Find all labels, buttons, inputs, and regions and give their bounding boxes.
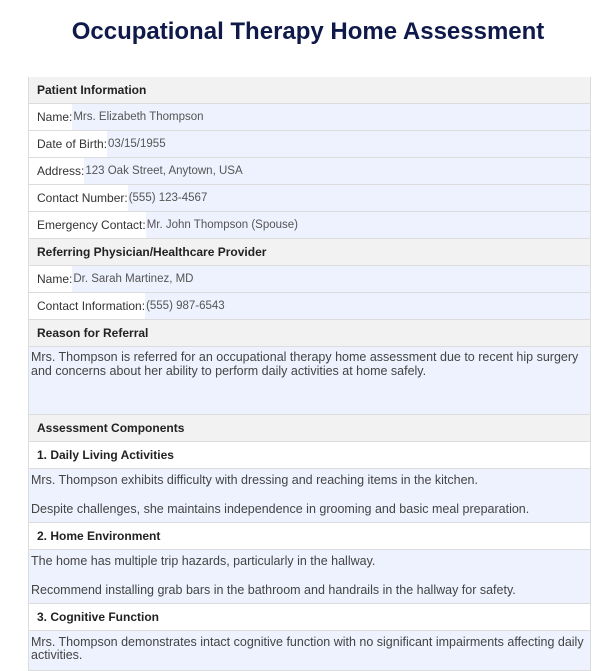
physician-name-field[interactable]: Dr. Sarah Martinez, MD: [72, 266, 590, 292]
assessment-form: [28, 77, 591, 671]
component-header-home-environment: 2. Home Environment: [29, 523, 590, 550]
paragraph: Mrs. Thompson exhibits difficulty with dressing and reaching items in the kitchen.: [31, 473, 478, 487]
paragraph: Recommend installing grab bars in the bathroom and handrails in the hallway for safety.: [31, 583, 516, 597]
field-label: Name:: [29, 266, 72, 292]
component-header-daily-living: 1. Daily Living Activities: [29, 442, 590, 469]
daily-living-textarea[interactable]: [29, 469, 590, 523]
home-environment-textarea[interactable]: [29, 550, 590, 604]
cognitive-function-textarea[interactable]: [29, 631, 590, 671]
field-row-physician-name: [29, 266, 590, 293]
field-label: Name:: [29, 104, 72, 130]
paragraph: Despite challenges, she maintains independence in grooming and basic meal preparation.: [31, 502, 530, 516]
contact-number-field[interactable]: (555) 123-4567: [128, 185, 590, 211]
emergency-contact-field[interactable]: Mr. John Thompson (Spouse): [146, 212, 590, 238]
page-title: Occupational Therapy Home Assessment: [71, 18, 545, 45]
paragraph: Mrs. Thompson demonstrates intact cognitive function with no significant impairments affecting daily activities.: [31, 635, 584, 662]
field-row-dob: [29, 131, 590, 158]
field-label: Contact Number:: [29, 185, 128, 211]
field-label: Contact Information:: [29, 293, 145, 319]
referral-text: Mrs. Thompson is referred for an occupational therapy home assessment due to recent hip surgery and concerns about her ability to perform daily activities at home safely.: [31, 350, 579, 378]
physician-contact-field[interactable]: (555) 987-6543: [145, 293, 590, 319]
field-row-contact-number: [29, 185, 590, 212]
section-header-patient-information: Patient Information: [29, 77, 590, 104]
field-label: Date of Birth:: [29, 131, 107, 157]
field-row-physician-contact: [29, 293, 590, 320]
address-field[interactable]: 123 Oak Street, Anytown, USA: [84, 158, 590, 184]
reason-for-referral-textarea[interactable]: [29, 347, 590, 415]
field-row-name: [29, 104, 590, 131]
field-row-address: [29, 158, 590, 185]
date-of-birth-field[interactable]: 03/15/1955: [107, 131, 590, 157]
section-header-reason-for-referral: Reason for Referral: [29, 320, 590, 347]
field-label: Emergency Contact:: [29, 212, 146, 238]
patient-name-field[interactable]: Mrs. Elizabeth Thompson: [72, 104, 590, 130]
section-header-referring-physician: Referring Physician/Healthcare Provider: [29, 239, 590, 266]
section-header-assessment-components: Assessment Components: [29, 415, 590, 442]
component-header-cognitive-function: 3. Cognitive Function: [29, 604, 590, 631]
field-row-emergency-contact: [29, 212, 590, 239]
field-label: Address:: [29, 158, 84, 184]
paragraph: The home has multiple trip hazards, particularly in the hallway.: [31, 554, 376, 568]
